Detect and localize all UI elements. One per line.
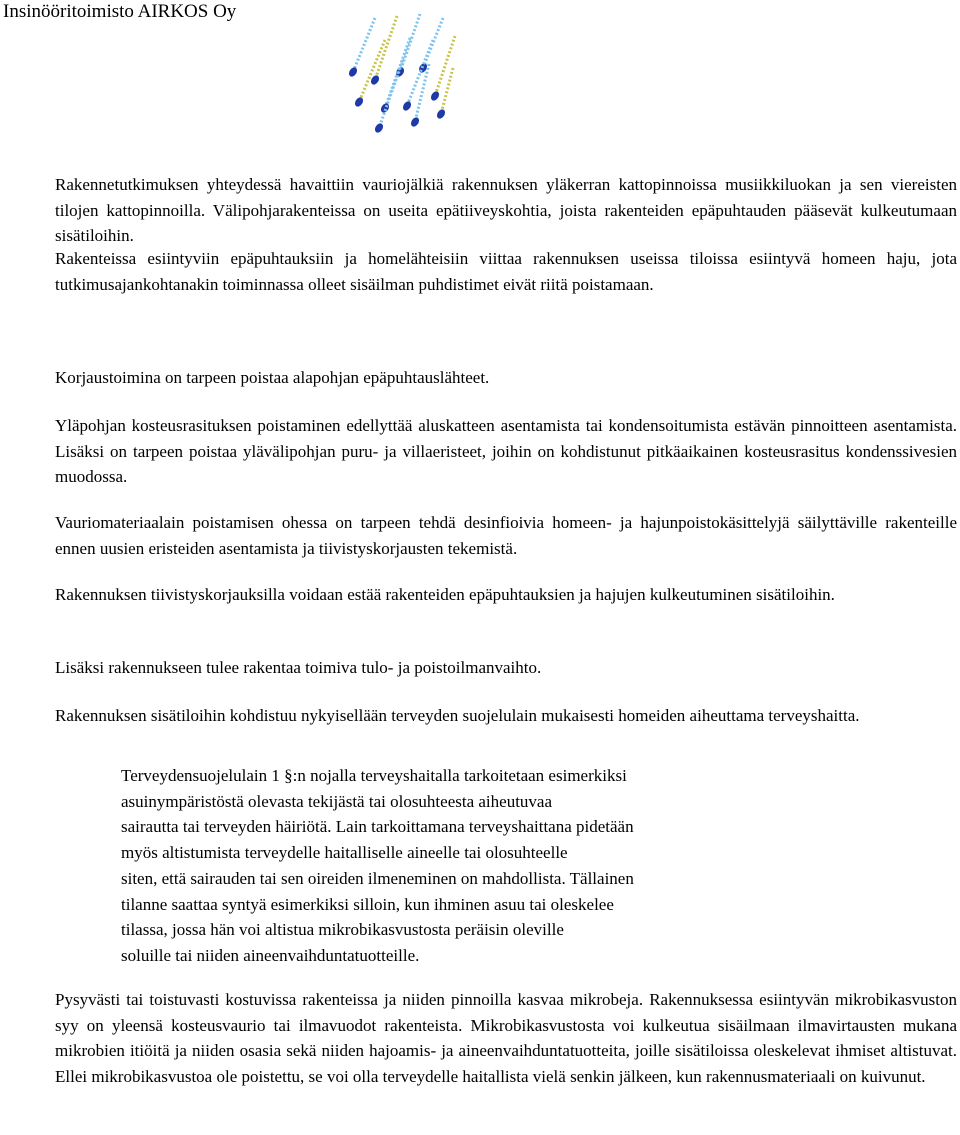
rain-droplets-logo-icon <box>345 10 465 135</box>
paragraph-4: Yläpohjan kosteusrasituksen poistaminen edellyttää aluskatteen asentamista tai kondensoitumista estävän pinnoitteen asentamista. Lisäksi on tarpeen poistaa ylävälipohjan puru- ja villaeristeet, joihin on kohdistunut pitkäaikainen kosteusrasitus kondenssivesien muodossa. <box>55 416 957 486</box>
closing-paragraph: Pysyvästi tai toistuvasti kostuvissa rakenteissa ja niiden pinnoilla kasvaa mikrobeja. Rakennuksessa esiintyvän mikrobikasvuston syy on yleensä kosteusvaurio tai ilmavuodot rakenteista. Mikrobikasvustosta voi kulkeutua sisäilmaan ilmavirtausten mukana mikrobien itiöitä ja niiden osasia sekä niiden hajoamis- ja aineenvaihduntatuotteita, joille sisätiloissa oleskelevat ihmiset altistuvat. Ellei mikrobikasvustoa ole poistettu, se voi olla terveydelle haitallista vielä senkin jälkeen, kun rakennusmateriaali on kuivunut. <box>55 990 957 1086</box>
quote-line: tilanne saattaa syntyä esimerkiksi silloin, kun ihminen asuu tai oleskelee <box>121 894 614 914</box>
paragraph-5: Vauriomateriaalain poistamisen ohessa on tarpeen tehdä desinfioivia homeen- ja hajunpoistokäsittelyjä säilyttäville rakenteille ennen uusien eristeiden asentamista ja tiivistyskorjausten tekemistä. <box>55 513 957 558</box>
paragraph-8: Rakennuksen sisätiloihin kohdistuu nykyisellään terveyden suojelulain mukaisesti homeiden aiheuttama terveyshaitta. <box>55 706 860 725</box>
paragraph-7: Lisäksi rakennukseen tulee rakentaa toimiva tulo- ja poistoilmanvaihto. <box>55 658 542 677</box>
paragraph-3: Korjaustoimina on tarpeen poistaa alapohjan epäpuhtauslähteet. <box>55 368 490 387</box>
quote-line: siten, että sairauden tai sen oireiden ilmeneminen on mahdollista. Tällainen <box>121 868 634 888</box>
quote-line: tilassa, jossa hän voi altistua mikrobikasvustosta peräisin oleville <box>121 920 564 940</box>
paragraph-1: Rakennetutkimuksen yhteydessä havaittiin vauriojälkiä rakennuksen yläkerran kattopinnoissa musiikkiluokan ja sen viereisten tilojen kattopinnoilla. Välipohjarakenteissa on useita epätiiveyskohtia, joista rakenteiden epäpuhtauden pääsevät kulkeutumaan sisätiloihin. <box>55 175 957 245</box>
paragraph-6: Rakennuksen tiivistyskorjauksilla voidaan estää rakenteiden epäpuhtauksien ja hajujen kulkeutuminen sisätiloihin. <box>55 585 835 604</box>
quote-line: asuinympäristöstä olevasta tekijästä tai olosuhteesta aiheutuvaa <box>121 791 553 811</box>
quote-line: Terveydensuojelulain 1 §:n nojalla terveyshaitalla tarkoitetaan esimerkiksi <box>121 766 627 785</box>
paragraph-2: Rakenteissa esiintyviin epäpuhtauksiin ja homelähteisiin viittaa rakennuksen useissa tiloissa esiintyvä homeen haju, jota tutkimusajankohtanakin toiminnassa olleet sisäilman puhdistimet eivät riitä poistamaan. <box>55 249 957 294</box>
company-name: Insinööritoimisto AIRKOS Oy <box>3 1 237 22</box>
quote-line: sairautta tai terveyden häiriötä. Lain tarkoittamana terveyshaittana pidetään <box>121 817 634 837</box>
quote-line: myös altistumista terveydelle haitalliselle aineelle tai olosuhteelle <box>121 843 568 863</box>
law-quote <box>121 763 801 969</box>
quote-line: soluille tai niiden aineenvaihduntatuotteille. <box>121 945 420 965</box>
